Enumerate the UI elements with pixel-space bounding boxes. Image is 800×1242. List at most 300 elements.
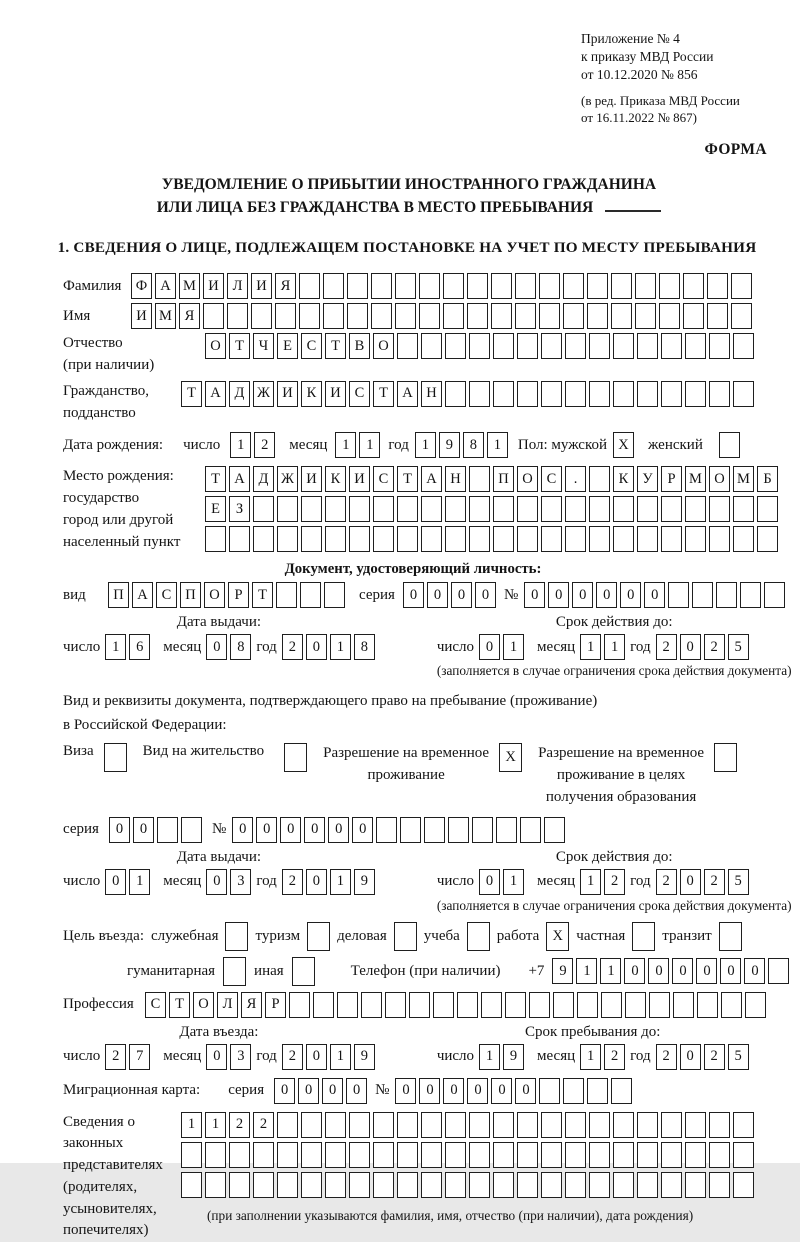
char-cell[interactable]: [613, 381, 634, 407]
char-cell[interactable]: [349, 1172, 370, 1198]
char-cell[interactable]: [635, 303, 656, 329]
identity-expiry-month[interactable]: [580, 634, 625, 660]
char-cell[interactable]: С: [541, 466, 562, 492]
char-cell[interactable]: [661, 526, 682, 552]
char-cell[interactable]: 0: [479, 634, 500, 660]
char-cell[interactable]: [395, 303, 416, 329]
char-cell[interactable]: [400, 817, 421, 843]
char-cell[interactable]: [529, 992, 550, 1018]
char-cell[interactable]: [472, 817, 493, 843]
identity-expiry-day[interactable]: [479, 634, 524, 660]
char-cell[interactable]: Ч: [253, 333, 274, 359]
char-cell[interactable]: [709, 1112, 730, 1138]
char-cell[interactable]: [589, 1112, 610, 1138]
char-cell[interactable]: [445, 526, 466, 552]
char-cell[interactable]: [541, 381, 562, 407]
char-cell[interactable]: [443, 273, 464, 299]
char-cell[interactable]: 2: [282, 1044, 303, 1070]
char-cell[interactable]: 0: [524, 582, 545, 608]
char-cell[interactable]: С: [373, 466, 394, 492]
char-cell[interactable]: Е: [205, 496, 226, 522]
char-cell[interactable]: [707, 273, 728, 299]
char-cell[interactable]: 1: [580, 1044, 601, 1070]
char-cell[interactable]: П: [493, 466, 514, 492]
representatives-row1[interactable]: [181, 1112, 754, 1138]
char-cell[interactable]: 0: [206, 634, 227, 660]
char-cell[interactable]: 0: [306, 1044, 327, 1070]
char-cell[interactable]: [733, 381, 754, 407]
char-cell[interactable]: [589, 333, 610, 359]
entry-day-cells[interactable]: [105, 1044, 150, 1070]
char-cell[interactable]: 0: [352, 817, 373, 843]
char-cell[interactable]: [515, 273, 536, 299]
char-cell[interactable]: 6: [129, 634, 150, 660]
char-cell[interactable]: 0: [280, 817, 301, 843]
char-cell[interactable]: 3: [230, 869, 251, 895]
char-cell[interactable]: [421, 526, 442, 552]
char-cell[interactable]: [611, 1078, 632, 1104]
char-cell[interactable]: [347, 273, 368, 299]
purpose-opt-humanitarian-checkbox[interactable]: [223, 957, 246, 986]
visa-checkbox[interactable]: [104, 743, 127, 772]
char-cell[interactable]: Т: [373, 381, 394, 407]
char-cell[interactable]: [565, 1142, 586, 1168]
residence-series-cells[interactable]: [109, 817, 202, 843]
char-cell[interactable]: И: [203, 273, 224, 299]
char-cell[interactable]: 0: [206, 869, 227, 895]
char-cell[interactable]: [637, 1142, 658, 1168]
char-cell[interactable]: 9: [552, 958, 573, 984]
char-cell[interactable]: [731, 303, 752, 329]
char-cell[interactable]: 0: [419, 1078, 440, 1104]
char-cell[interactable]: [277, 1142, 298, 1168]
char-cell[interactable]: 2: [253, 1112, 274, 1138]
char-cell[interactable]: [719, 922, 742, 951]
char-cell[interactable]: [181, 1142, 202, 1168]
char-cell[interactable]: 2: [254, 432, 275, 458]
char-cell[interactable]: 1: [335, 432, 356, 458]
residence-number-cells[interactable]: [232, 817, 565, 843]
char-cell[interactable]: 2: [656, 869, 677, 895]
char-cell[interactable]: [205, 1142, 226, 1168]
char-cell[interactable]: [409, 992, 430, 1018]
char-cell[interactable]: З: [229, 496, 250, 522]
char-cell[interactable]: 5: [728, 1044, 749, 1070]
char-cell[interactable]: [469, 1142, 490, 1168]
char-cell[interactable]: [277, 1112, 298, 1138]
residence-expiry-day[interactable]: [479, 869, 524, 895]
char-cell[interactable]: О: [193, 992, 214, 1018]
char-cell[interactable]: [349, 1142, 370, 1168]
char-cell[interactable]: [541, 1172, 562, 1198]
char-cell[interactable]: [181, 817, 202, 843]
char-cell[interactable]: 0: [346, 1078, 367, 1104]
char-cell[interactable]: .: [565, 466, 586, 492]
char-cell[interactable]: X: [499, 743, 522, 772]
char-cell[interactable]: Т: [205, 466, 226, 492]
char-cell[interactable]: 3: [230, 1044, 251, 1070]
char-cell[interactable]: В: [349, 333, 370, 359]
char-cell[interactable]: [277, 526, 298, 552]
char-cell[interactable]: 0: [306, 634, 327, 660]
surname-cells[interactable]: [131, 273, 752, 299]
char-cell[interactable]: [469, 1172, 490, 1198]
char-cell[interactable]: 0: [395, 1078, 416, 1104]
char-cell[interactable]: [613, 1142, 634, 1168]
char-cell[interactable]: 0: [274, 1078, 295, 1104]
char-cell[interactable]: 0: [451, 582, 472, 608]
char-cell[interactable]: [733, 1172, 754, 1198]
char-cell[interactable]: Т: [397, 466, 418, 492]
char-cell[interactable]: 5: [728, 634, 749, 660]
char-cell[interactable]: С: [145, 992, 166, 1018]
migration-number-cells[interactable]: [395, 1078, 632, 1104]
char-cell[interactable]: [589, 526, 610, 552]
char-cell[interactable]: [275, 303, 296, 329]
char-cell[interactable]: Р: [228, 582, 249, 608]
char-cell[interactable]: [292, 957, 315, 986]
char-cell[interactable]: [515, 303, 536, 329]
purpose-opt-transit-checkbox[interactable]: [719, 922, 742, 951]
char-cell[interactable]: [205, 1172, 226, 1198]
purpose-opt-commercial-checkbox[interactable]: [394, 922, 417, 951]
char-cell[interactable]: [373, 526, 394, 552]
char-cell[interactable]: [541, 496, 562, 522]
char-cell[interactable]: [709, 381, 730, 407]
char-cell[interactable]: [493, 1112, 514, 1138]
char-cell[interactable]: [419, 303, 440, 329]
stay-year-cells[interactable]: [656, 1044, 749, 1070]
char-cell[interactable]: 0: [475, 582, 496, 608]
char-cell[interactable]: [493, 381, 514, 407]
char-cell[interactable]: [467, 922, 490, 951]
char-cell[interactable]: 0: [304, 817, 325, 843]
char-cell[interactable]: 0: [680, 634, 701, 660]
char-cell[interactable]: [565, 381, 586, 407]
char-cell[interactable]: 1: [359, 432, 380, 458]
char-cell[interactable]: 1: [479, 1044, 500, 1070]
patronymic-cells[interactable]: [205, 333, 754, 359]
char-cell[interactable]: 0: [306, 869, 327, 895]
char-cell[interactable]: 1: [330, 634, 351, 660]
char-cell[interactable]: 0: [109, 817, 130, 843]
char-cell[interactable]: [613, 526, 634, 552]
char-cell[interactable]: 0: [696, 958, 717, 984]
char-cell[interactable]: [601, 992, 622, 1018]
char-cell[interactable]: Л: [217, 992, 238, 1018]
char-cell[interactable]: [768, 958, 789, 984]
char-cell[interactable]: [565, 496, 586, 522]
char-cell[interactable]: [253, 496, 274, 522]
char-cell[interactable]: [443, 303, 464, 329]
char-cell[interactable]: [421, 333, 442, 359]
char-cell[interactable]: [421, 496, 442, 522]
char-cell[interactable]: [448, 817, 469, 843]
char-cell[interactable]: [301, 526, 322, 552]
char-cell[interactable]: [517, 1112, 538, 1138]
char-cell[interactable]: [685, 333, 706, 359]
birth-day-cells[interactable]: [230, 432, 275, 458]
char-cell[interactable]: [520, 817, 541, 843]
char-cell[interactable]: [253, 1172, 274, 1198]
char-cell[interactable]: А: [155, 273, 176, 299]
char-cell[interactable]: [491, 273, 512, 299]
char-cell[interactable]: [433, 992, 454, 1018]
char-cell[interactable]: [613, 1172, 634, 1198]
purpose-opt-work-checkbox[interactable]: [546, 922, 569, 951]
char-cell[interactable]: 9: [354, 1044, 375, 1070]
char-cell[interactable]: [313, 992, 334, 1018]
char-cell[interactable]: [709, 1172, 730, 1198]
char-cell[interactable]: [541, 333, 562, 359]
char-cell[interactable]: [445, 381, 466, 407]
char-cell[interactable]: 0: [322, 1078, 343, 1104]
char-cell[interactable]: [661, 1112, 682, 1138]
char-cell[interactable]: 1: [205, 1112, 226, 1138]
char-cell[interactable]: 8: [463, 432, 484, 458]
char-cell[interactable]: [229, 526, 250, 552]
char-cell[interactable]: [421, 1112, 442, 1138]
char-cell[interactable]: [349, 526, 370, 552]
char-cell[interactable]: О: [205, 333, 226, 359]
char-cell[interactable]: [553, 992, 574, 1018]
char-cell[interactable]: Н: [421, 381, 442, 407]
char-cell[interactable]: [467, 303, 488, 329]
char-cell[interactable]: [709, 496, 730, 522]
char-cell[interactable]: Т: [181, 381, 202, 407]
stay-month-cells[interactable]: [580, 1044, 625, 1070]
char-cell[interactable]: [563, 1078, 584, 1104]
char-cell[interactable]: [544, 817, 565, 843]
char-cell[interactable]: [469, 381, 490, 407]
char-cell[interactable]: [745, 992, 766, 1018]
char-cell[interactable]: [301, 1142, 322, 1168]
char-cell[interactable]: [419, 273, 440, 299]
char-cell[interactable]: [659, 303, 680, 329]
char-cell[interactable]: 7: [129, 1044, 150, 1070]
char-cell[interactable]: [277, 1172, 298, 1198]
char-cell[interactable]: О: [204, 582, 225, 608]
char-cell[interactable]: 0: [105, 869, 126, 895]
char-cell[interactable]: [632, 922, 655, 951]
char-cell[interactable]: [589, 1172, 610, 1198]
char-cell[interactable]: [731, 273, 752, 299]
char-cell[interactable]: [709, 1142, 730, 1168]
char-cell[interactable]: [325, 526, 346, 552]
char-cell[interactable]: [445, 1142, 466, 1168]
char-cell[interactable]: [445, 1112, 466, 1138]
char-cell[interactable]: А: [229, 466, 250, 492]
char-cell[interactable]: X: [546, 922, 569, 951]
char-cell[interactable]: [229, 1172, 250, 1198]
char-cell[interactable]: Ф: [131, 273, 152, 299]
char-cell[interactable]: [325, 1112, 346, 1138]
char-cell[interactable]: 2: [656, 1044, 677, 1070]
char-cell[interactable]: Ж: [253, 381, 274, 407]
char-cell[interactable]: И: [349, 466, 370, 492]
char-cell[interactable]: [301, 496, 322, 522]
char-cell[interactable]: [373, 1112, 394, 1138]
identity-issue-day[interactable]: [105, 634, 150, 660]
char-cell[interactable]: 8: [230, 634, 251, 660]
char-cell[interactable]: [589, 496, 610, 522]
char-cell[interactable]: [421, 1142, 442, 1168]
char-cell[interactable]: Я: [275, 273, 296, 299]
char-cell[interactable]: [157, 817, 178, 843]
char-cell[interactable]: [445, 496, 466, 522]
char-cell[interactable]: [757, 496, 778, 522]
identity-series-cells[interactable]: [403, 582, 496, 608]
char-cell[interactable]: [673, 992, 694, 1018]
identity-issue-month[interactable]: [206, 634, 251, 660]
char-cell[interactable]: [376, 817, 397, 843]
char-cell[interactable]: [541, 1112, 562, 1138]
char-cell[interactable]: [539, 303, 560, 329]
char-cell[interactable]: [491, 303, 512, 329]
char-cell[interactable]: [685, 496, 706, 522]
char-cell[interactable]: Д: [253, 466, 274, 492]
char-cell[interactable]: [181, 1172, 202, 1198]
char-cell[interactable]: С: [301, 333, 322, 359]
char-cell[interactable]: [637, 381, 658, 407]
char-cell[interactable]: [397, 1142, 418, 1168]
char-cell[interactable]: [587, 1078, 608, 1104]
char-cell[interactable]: 2: [229, 1112, 250, 1138]
char-cell[interactable]: [469, 333, 490, 359]
residence-issue-year[interactable]: [282, 869, 375, 895]
char-cell[interactable]: 0: [572, 582, 593, 608]
purpose-opt-study-checkbox[interactable]: [467, 922, 490, 951]
char-cell[interactable]: 2: [282, 869, 303, 895]
char-cell[interactable]: [635, 273, 656, 299]
char-cell[interactable]: [541, 1142, 562, 1168]
char-cell[interactable]: [493, 1142, 514, 1168]
char-cell[interactable]: [517, 496, 538, 522]
char-cell[interactable]: [587, 303, 608, 329]
temp-permit-checkbox[interactable]: [499, 743, 522, 772]
char-cell[interactable]: Р: [265, 992, 286, 1018]
char-cell[interactable]: [445, 1172, 466, 1198]
char-cell[interactable]: 0: [133, 817, 154, 843]
char-cell[interactable]: [611, 303, 632, 329]
char-cell[interactable]: [539, 273, 560, 299]
char-cell[interactable]: 5: [728, 869, 749, 895]
char-cell[interactable]: [517, 1142, 538, 1168]
residence-expiry-month[interactable]: [580, 869, 625, 895]
char-cell[interactable]: А: [421, 466, 442, 492]
identity-expiry-year[interactable]: [656, 634, 749, 660]
char-cell[interactable]: [637, 526, 658, 552]
char-cell[interactable]: [685, 1112, 706, 1138]
char-cell[interactable]: [371, 273, 392, 299]
char-cell[interactable]: [457, 992, 478, 1018]
char-cell[interactable]: 0: [403, 582, 424, 608]
char-cell[interactable]: [685, 381, 706, 407]
char-cell[interactable]: [397, 1112, 418, 1138]
char-cell[interactable]: 0: [624, 958, 645, 984]
char-cell[interactable]: [469, 1112, 490, 1138]
char-cell[interactable]: [565, 333, 586, 359]
char-cell[interactable]: [683, 303, 704, 329]
char-cell[interactable]: [284, 743, 307, 772]
char-cell[interactable]: 0: [298, 1078, 319, 1104]
char-cell[interactable]: 1: [600, 958, 621, 984]
char-cell[interactable]: [709, 333, 730, 359]
char-cell[interactable]: [668, 582, 689, 608]
char-cell[interactable]: [637, 1172, 658, 1198]
char-cell[interactable]: 0: [620, 582, 641, 608]
char-cell[interactable]: [225, 922, 248, 951]
char-cell[interactable]: 2: [704, 869, 725, 895]
char-cell[interactable]: [611, 273, 632, 299]
char-cell[interactable]: [253, 526, 274, 552]
char-cell[interactable]: [697, 992, 718, 1018]
char-cell[interactable]: 0: [232, 817, 253, 843]
char-cell[interactable]: И: [131, 303, 152, 329]
char-cell[interactable]: [276, 582, 297, 608]
char-cell[interactable]: [707, 303, 728, 329]
char-cell[interactable]: 1: [181, 1112, 202, 1138]
char-cell[interactable]: 0: [648, 958, 669, 984]
char-cell[interactable]: 0: [491, 1078, 512, 1104]
char-cell[interactable]: [481, 992, 502, 1018]
char-cell[interactable]: П: [180, 582, 201, 608]
char-cell[interactable]: 1: [330, 1044, 351, 1070]
char-cell[interactable]: [613, 496, 634, 522]
char-cell[interactable]: 2: [704, 634, 725, 660]
char-cell[interactable]: [467, 273, 488, 299]
char-cell[interactable]: [307, 922, 330, 951]
char-cell[interactable]: [337, 992, 358, 1018]
char-cell[interactable]: Б: [757, 466, 778, 492]
char-cell[interactable]: 0: [744, 958, 765, 984]
char-cell[interactable]: [625, 992, 646, 1018]
char-cell[interactable]: [203, 303, 224, 329]
char-cell[interactable]: И: [277, 381, 298, 407]
char-cell[interactable]: И: [251, 273, 272, 299]
char-cell[interactable]: [661, 1142, 682, 1168]
char-cell[interactable]: [565, 526, 586, 552]
gender-male-checkbox[interactable]: [613, 432, 634, 458]
char-cell[interactable]: [661, 381, 682, 407]
char-cell[interactable]: 2: [604, 1044, 625, 1070]
char-cell[interactable]: 0: [256, 817, 277, 843]
char-cell[interactable]: [424, 817, 445, 843]
char-cell[interactable]: 2: [105, 1044, 126, 1070]
char-cell[interactable]: [565, 1172, 586, 1198]
char-cell[interactable]: 0: [479, 869, 500, 895]
char-cell[interactable]: [300, 582, 321, 608]
char-cell[interactable]: 0: [644, 582, 665, 608]
birth-month-cells[interactable]: [335, 432, 380, 458]
char-cell[interactable]: 1: [129, 869, 150, 895]
representatives-row3[interactable]: [181, 1172, 754, 1198]
char-cell[interactable]: 0: [515, 1078, 536, 1104]
gender-female-checkbox[interactable]: [719, 432, 740, 458]
char-cell[interactable]: [517, 1172, 538, 1198]
stay-day-cells[interactable]: [479, 1044, 524, 1070]
char-cell[interactable]: [716, 582, 737, 608]
char-cell[interactable]: 9: [354, 869, 375, 895]
char-cell[interactable]: [721, 992, 742, 1018]
char-cell[interactable]: [325, 1172, 346, 1198]
char-cell[interactable]: Я: [241, 992, 262, 1018]
char-cell[interactable]: [733, 1112, 754, 1138]
char-cell[interactable]: 2: [282, 634, 303, 660]
char-cell[interactable]: 2: [604, 869, 625, 895]
char-cell[interactable]: [685, 1142, 706, 1168]
char-cell[interactable]: [325, 496, 346, 522]
